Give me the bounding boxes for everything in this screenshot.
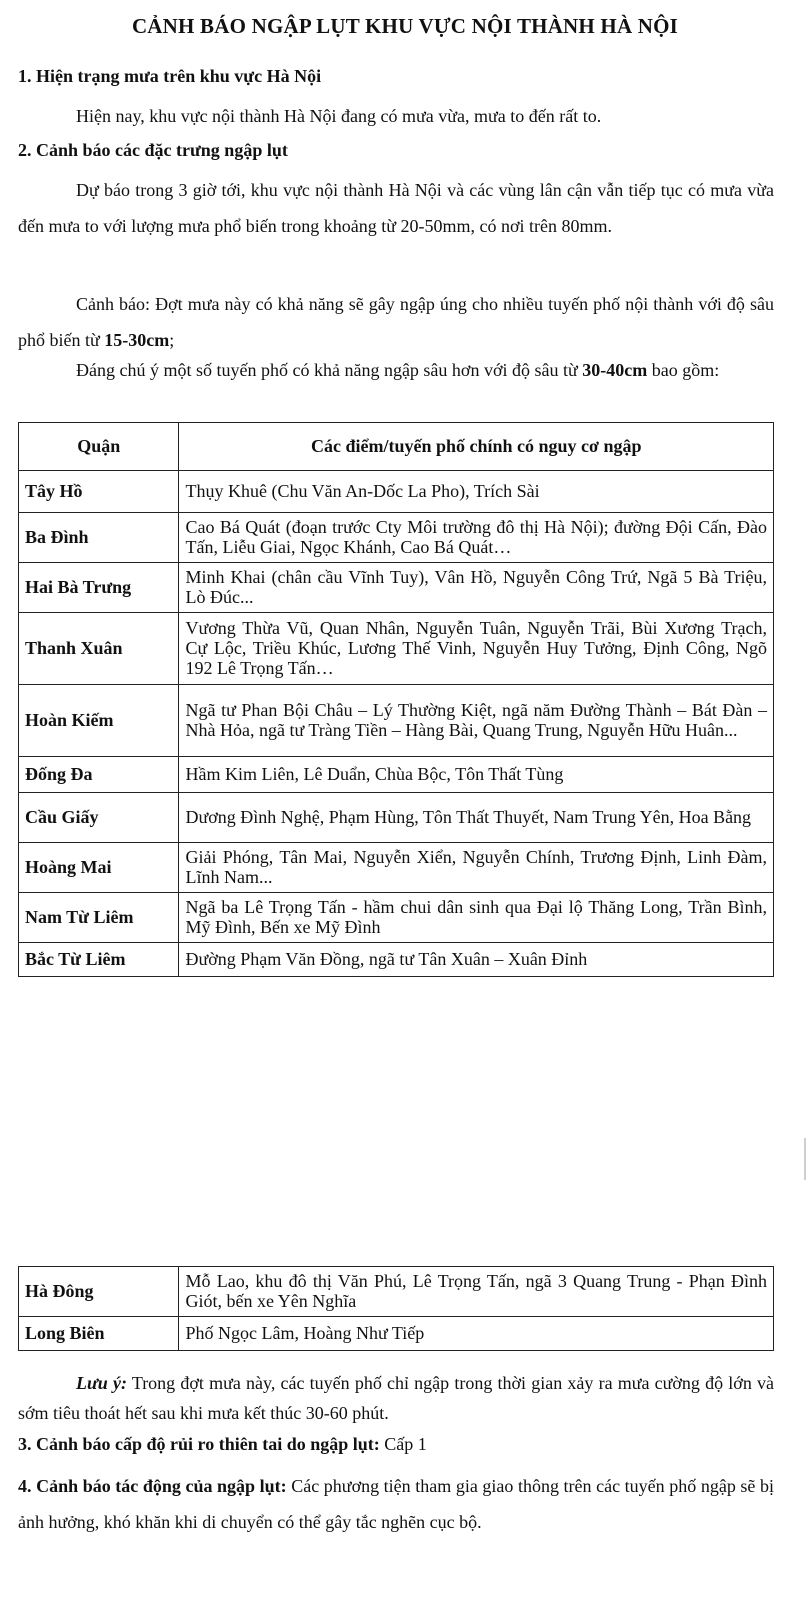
streets-cell: Thụy Khuê (Chu Văn An-Dốc La Pho), Trích Sài xyxy=(179,471,774,513)
streets-cell: Hầm Kim Liên, Lê Duẩn, Chùa Bộc, Tôn Thất Tùng xyxy=(179,757,774,793)
table-row xyxy=(19,513,774,563)
streets-cell: Vương Thừa Vũ, Quan Nhân, Nguyễn Tuân, Nguyễn Trãi, Bùi Xương Trạch, Cự Lộc, Triều Khúc, Lương Thế Vinh, Nguyễn Huy Tưởng, Định Công, Ngõ 192 Lê Trọng Tấn… xyxy=(179,613,774,685)
section-4-text: Các phương tiện tham gia giao thông trên các tuyến phố ngập sẽ bị ảnh hưởng, khó khăn khi di chuyển có thể gây tắc nghẽn cục bộ. xyxy=(18,1476,774,1532)
note-paragraph xyxy=(18,1368,774,1428)
page-title: CẢNH BÁO NGẬP LỤT KHU VỰC NỘI THÀNH HÀ NỘI xyxy=(131,14,679,38)
warning-depth: 15-30cm xyxy=(104,330,170,350)
section-4-heading: 4. Cảnh báo tác động của ngập lụt: xyxy=(18,1476,287,1496)
table-row xyxy=(19,943,774,977)
flood-streets-table xyxy=(18,422,774,977)
district-cell: Hoàng Mai xyxy=(19,843,179,893)
forecast-paragraph: Dự báo trong 3 giờ tới, khu vực nội thành Hà Nội và các vùng lân cận vẫn tiếp tục có mưa vừa đến mưa to với lượng mưa phổ biến trong khoảng từ 20-50mm, có nơi trên 80mm. xyxy=(18,180,774,236)
district-cell: Đống Đa xyxy=(19,757,179,793)
warning-text: Cảnh báo: Đợt mưa này có khả năng sẽ gây ngập úng cho nhiều tuyến phố nội thành với độ sâu phổ biến từ xyxy=(18,294,774,350)
table-row xyxy=(19,793,774,843)
header-district: Quận xyxy=(19,423,179,471)
district-cell: Cầu Giấy xyxy=(19,793,179,843)
streets-cell: Mỗ Lao, khu đô thị Văn Phú, Lê Trọng Tấn, ngã 3 Quang Trung - Phạn Đình Giót, bến xe Yên Nghĩa xyxy=(179,1267,774,1317)
district-cell: Ba Đình xyxy=(19,513,179,563)
notable-paragraph xyxy=(18,352,774,388)
scrollbar-thumb[interactable] xyxy=(804,1138,806,1180)
district-cell: Long Biên xyxy=(19,1317,179,1351)
note-text: Trong đợt mưa này, các tuyến phố chỉ ngập trong thời gian xảy ra mưa cường độ lớn và sớm tiêu thoát hết sau khi mưa kết thúc 30-60 phút. xyxy=(18,1373,774,1423)
streets-cell: Phố Ngọc Lâm, Hoàng Như Tiếp xyxy=(179,1317,774,1351)
header-streets: Các điểm/tuyến phố chính có nguy cơ ngập xyxy=(179,423,774,471)
district-cell: Nam Từ Liêm xyxy=(19,893,179,943)
streets-cell: Ngã tư Phan Bội Châu – Lý Thường Kiệt, ngã năm Đường Thành – Bát Đàn – Nhà Hỏa, ngã tư Tràng Tiền – Hàng Bài, Quang Trung, Nguyễn Hữu Huân... xyxy=(179,685,774,757)
streets-cell: Ngã ba Lê Trọng Tấn - hầm chui dân sinh qua Đại lộ Thăng Long, Trần Bình, Mỹ Đình, Bến xe Mỹ Đình xyxy=(179,893,774,943)
district-cell: Hà Đông xyxy=(19,1267,179,1317)
streets-cell: Dương Đình Nghệ, Phạm Hùng, Tôn Thất Thuyết, Nam Trung Yên, Hoa Bằng xyxy=(179,793,774,843)
notable-text: Đáng chú ý một số tuyến phố có khả năng ngập sâu hơn với độ sâu từ xyxy=(76,360,583,380)
table-row xyxy=(19,893,774,943)
section-1-heading: 1. Hiện trạng mưa trên khu vực Hà Nội xyxy=(18,66,322,86)
notable-end: bao gồm: xyxy=(647,360,720,380)
table-row xyxy=(19,471,774,513)
district-cell: Tây Hồ xyxy=(19,471,179,513)
warning-paragraph xyxy=(18,286,774,358)
notable-depth: 30-40cm xyxy=(582,360,648,380)
streets-cell: Đường Phạm Văn Đồng, ngã tư Tân Xuân – Xuân Đỉnh xyxy=(179,943,774,977)
streets-cell: Cao Bá Quát (đoạn trước Cty Môi trường đô thị Hà Nội); đường Đội Cấn, Đào Tấn, Liễu Giai, Ngọc Khánh, Cao Bá Quát… xyxy=(179,513,774,563)
table-row xyxy=(19,843,774,893)
district-cell: Thanh Xuân xyxy=(19,613,179,685)
section-3-heading xyxy=(18,1434,427,1455)
streets-cell: Minh Khai (chân cầu Vĩnh Tuy), Vân Hồ, Nguyễn Công Trứ, Ngã 5 Bà Triệu, Lò Đúc... xyxy=(179,563,774,613)
table-row xyxy=(19,563,774,613)
section-3-title: 3. Cảnh báo cấp độ rủi ro thiên tai do ngập lụt: xyxy=(18,1434,380,1454)
table-row xyxy=(19,1317,774,1351)
section-2-heading: 2. Cảnh báo các đặc trưng ngập lụt xyxy=(18,140,288,160)
warning-end: ; xyxy=(169,330,175,350)
table-row xyxy=(19,757,774,793)
streets-cell: Giải Phóng, Tân Mai, Nguyễn Xiển, Nguyễn Chính, Trương Định, Linh Đàm, Lĩnh Nam... xyxy=(179,843,774,893)
risk-level: Cấp 1 xyxy=(379,1434,427,1454)
district-cell: Bắc Từ Liêm xyxy=(19,943,179,977)
district-cell: Hoàn Kiếm xyxy=(19,685,179,757)
table-row xyxy=(19,613,774,685)
table-row xyxy=(19,685,774,757)
section-4-paragraph xyxy=(18,1468,774,1540)
section-1-text: Hiện nay, khu vực nội thành Hà Nội đang có mưa vừa, mưa to đến rất to. xyxy=(76,106,602,126)
table-header-row xyxy=(19,423,774,471)
note-label: Lưu ý: xyxy=(76,1373,127,1393)
flood-streets-table-continued xyxy=(18,1266,774,1351)
table-row xyxy=(19,1267,774,1317)
district-cell: Hai Bà Trưng xyxy=(19,563,179,613)
